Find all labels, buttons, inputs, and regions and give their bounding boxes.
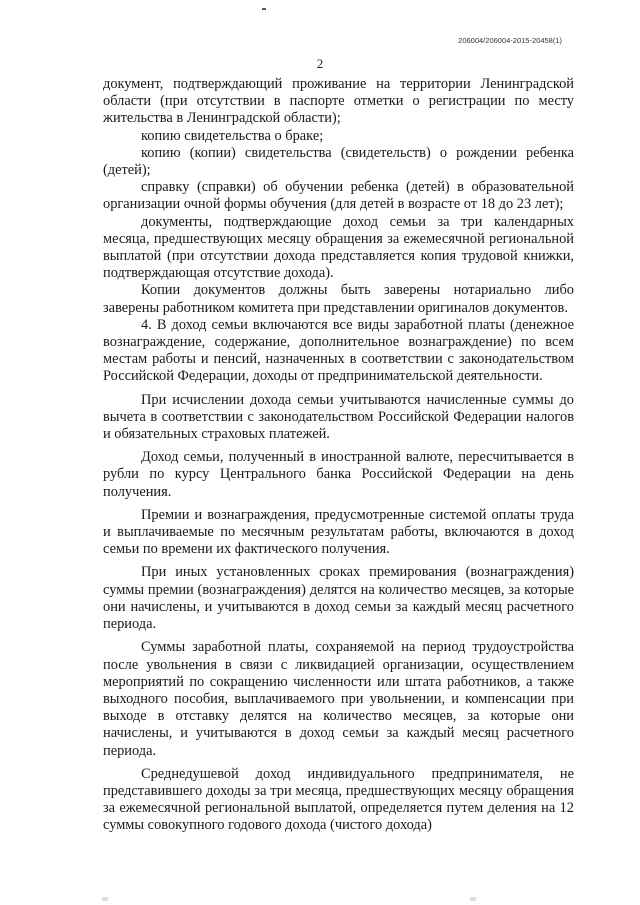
paragraph: копию свидетельства о браке; [141, 127, 324, 144]
document-body [103, 76, 574, 835]
paragraph: Суммы заработной платы, сохраняемой на период трудоустройства после увольнения в связи с ликвидацией организации, осуществлением мероприятий по сокращению численности или штата работников, а также выходного пособия, выплачиваемого при увольнении, и компенсации при выходе в отставку делятся на количество месяцев, за которые они начислены, и учитываются в доход семьи за каждый месяц расчетного периода. [103, 639, 574, 759]
page-number: 2 [316, 56, 324, 71]
paragraph: документы, подтверждающие доход семьи за три календарных месяца, предшествующих месяцу обращения за ежемесячной региональной выплатой (при отсутствии дохода представляется копия трудовой книжки, подтверждающая отсутствие дохода). [103, 213, 574, 282]
scan-artifact [262, 8, 266, 10]
paragraph: Премии и вознаграждения, предусмотренные системой оплаты труда и выплачиваемые по месячным результатам работы, включаются в доход семьи по времени их фактического получения. [103, 506, 574, 558]
scan-artifact [470, 897, 476, 901]
paragraph: документ, подтверждающий проживание на территории Ленинградской области (при отсутствии в паспорте отметки о регистрации по месту жительства в Ленинградской области); [103, 76, 574, 127]
paragraph: Копии документов должны быть заверены нотариально либо заверены работником комитета при представлении оригиналов документов. [103, 282, 574, 316]
paragraph: При иных установленных сроках премирования (вознаграждения) суммы премии (вознаграждения) делятся на количество месяцев, за которые они начислены, и учитываются в доход семьи за каждый месяц расчетного периода. [103, 564, 574, 633]
paragraph: Доход семьи, полученный в иностранной валюте, пересчитывается в рубли по курсу Центрального банка Российской Федерации на день получения. [103, 449, 574, 500]
paragraph: 4. В доход семьи включаются все виды заработной платы (денежное вознаграждение, содержание, дополнительное вознаграждение) по всем местам работы и пенсий, назначенных в соответствии с законодательством Российской Федерации, доходы от предпринимательской деятельности. [103, 316, 574, 385]
paragraph: При исчислении дохода семьи учитываются начисленные суммы до вычета в соответствии с законодательством Российской Федерации налогов и обязательных страховых платежей. [103, 391, 574, 443]
paragraph: Среднедушевой доход индивидуального предпринимателя, не представившего доходы за три месяца, предшествующих месяцу обращения за ежемесячной региональной выплатой, определяется путем деления на 12 суммы совокупного годового дохода (чистого дохода) [103, 765, 574, 834]
document-id: 206004/206004-2015-20458(1) [458, 36, 562, 45]
scan-artifact [102, 897, 108, 901]
paragraph: копию (копии) свидетельства (свидетельств) о рождении ребенка (детей); [103, 144, 574, 179]
paragraph: справку (справки) об обучении ребенка (детей) в образовательной организации очной формы обучения (для детей в возрасте от 18 до 23 лет); [103, 179, 574, 213]
